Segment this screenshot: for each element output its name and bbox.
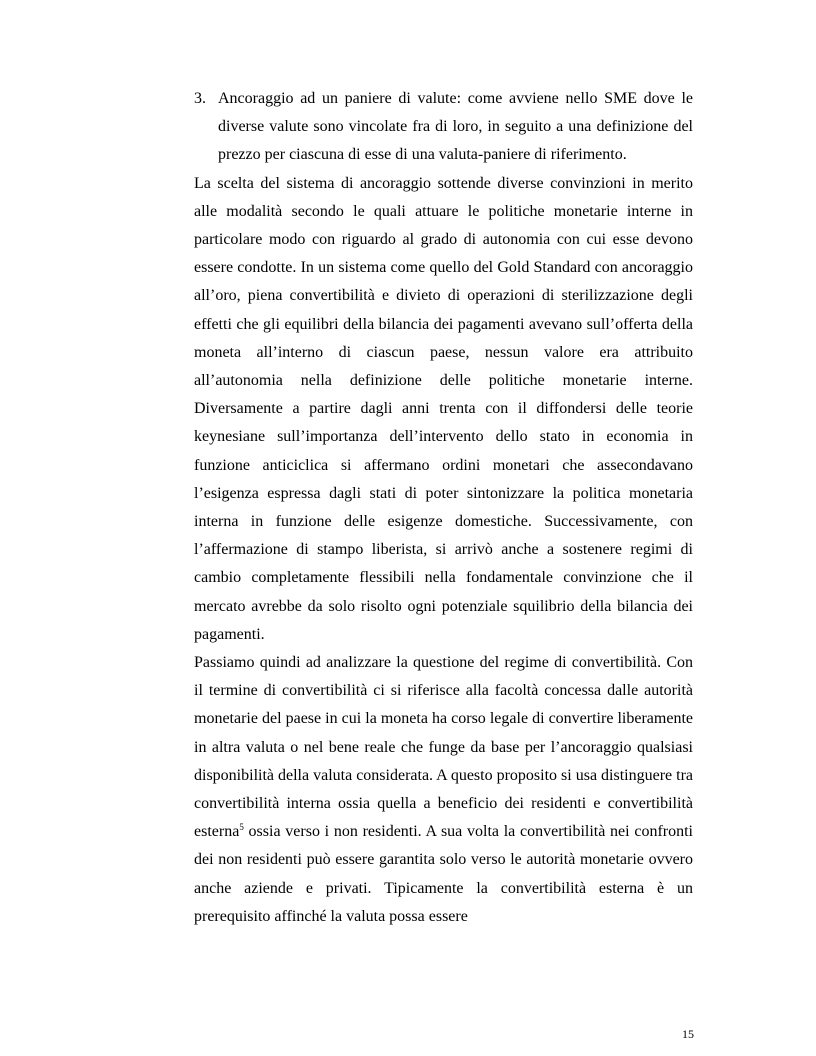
- paragraph-convertibility-text-1: Passiamo quindi ad analizzare la questione del regime di convertibilità. Con il termine di convertibilità ci si riferisce alla facoltà concessa dalle autorità monetarie del paese in cui la moneta ha corso legale di convertire liberamente in altra valuta o nel bene reale che funge da base per l’ancoraggio qualsiasi disponibilità della valuta considerata. A questo proposito si usa distinguere tra convertibilità interna ossia quella a beneficio dei residenti e convertibilità esterna: [194, 654, 694, 841]
- page-body: [194, 85, 693, 931]
- list-number: 3.: [194, 90, 206, 107]
- list-text: Ancoraggio ad un paniere di valute: come avviene nello SME dove le diverse valute sono vincolate fra di loro, in seguito a una definizione del prezzo per ciascuna di esse di una valuta-paniere di riferimento.: [218, 90, 693, 164]
- list-item: [194, 85, 693, 170]
- footnote-reference[interactable]: 5: [239, 822, 244, 833]
- page-number: 15: [682, 1027, 694, 1041]
- paragraph-anchoring-system: La scelta del sistema di ancoraggio sottende diverse convinzioni in merito alle modalità secondo le quali attuare le politiche monetarie interne in particolare modo con riguardo al grado di autonomia con cui esse devono essere condotte. In un sistema come quello del Gold Standard con ancoraggio all’oro, piena convertibilità e divieto di operazioni di sterilizzazione degli effetti che gli equilibri della bilancia dei pagamenti avevano sull’offerta della moneta all’interno di ciascun paese, nessun valore era attribuito all’autonomia nella definizione delle politiche monetarie interne. Diversamente a partire dagli anni trenta con il diffondersi delle teorie keynesiane sull’importanza dell’intervento dello stato in economia in funzione anticiclica si affermano ordini monetari che assecondavano l’esigenza espressa dagli stati di poter sintonizzare la politica monetaria interna in funzione delle esigenze domestiche. Successivamente, con l’affermazione di stampo liberista, si arrivò anche a sostenere regimi di cambio completamente flessibili nella fondamentale convinzione che il mercato avrebbe da solo risolto ogni potenziale squilibrio della bilancia dei pagamenti.: [194, 174, 693, 643]
- paragraph-convertibility-text-2: ossia verso i non residenti. A sua volta la convertibilità nei confronti dei non residenti può essere garantita solo verso le autorità monetarie ovvero anche aziende e privati. Tipicamente la convertibilità esterna è un prerequisito affinché la valuta possa essere: [194, 823, 693, 925]
- paragraph-convertibility: [194, 649, 693, 931]
